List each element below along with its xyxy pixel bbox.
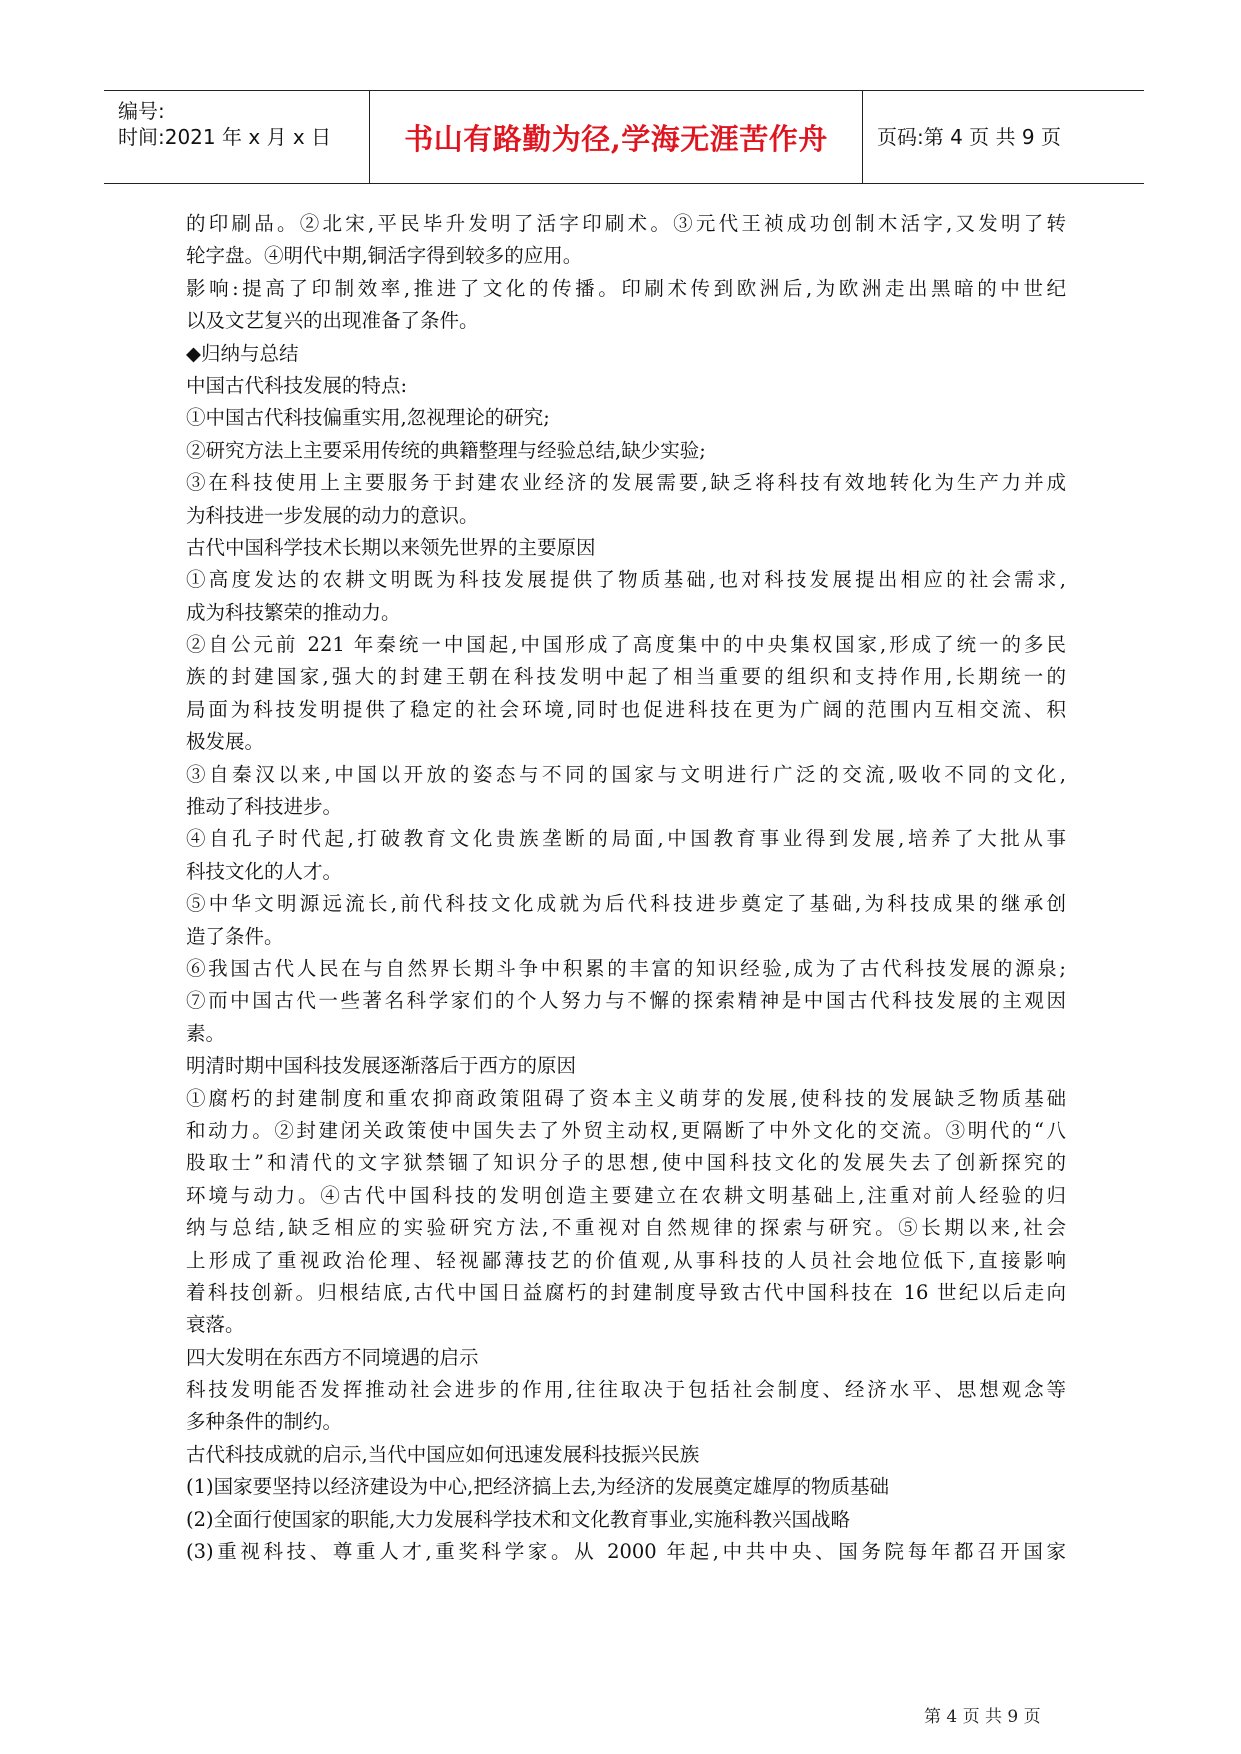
body-text-line: ②自公元前 221 年秦统一中国起,中国形成了高度集中的中央集权国家,形成了统一的多民 bbox=[186, 633, 1066, 657]
body-text-line: 素。 bbox=[186, 1021, 226, 1045]
body-text-line: 的印刷品。②北宋,平民毕升发明了活字印刷术。③元代王祯成功创制木活字,又发明了转 bbox=[186, 212, 1066, 235]
body-text-line: 四大发明在东西方不同境遇的启示 bbox=[186, 1345, 479, 1369]
body-text-line: (1)国家要坚持以经济建设为中心,把经济搞上去,为经济的发展奠定雄厚的物质基础 bbox=[186, 1475, 890, 1499]
body-text-line: 股取士”和清代的文字狱禁锢了知识分子的思想,使中国科技文化的发展失去了创新探究的 bbox=[186, 1151, 1066, 1175]
body-text-line: (2)全面行使国家的职能,大力发展科学技术和文化教育事业,实施科教兴国战略 bbox=[186, 1507, 851, 1531]
body-text-line: ⑤中华文明源远流长,前代科技文化成就为后代科技进步奠定了基础,为科技成果的继承创 bbox=[186, 892, 1066, 916]
header-page-number: 页码:第 4 页 共 9 页 bbox=[877, 125, 1061, 149]
body-text-line: 明清时期中国科技发展逐渐落后于西方的原因 bbox=[186, 1054, 577, 1078]
header-left-cell bbox=[104, 91, 370, 183]
body-text-line: 和动力。②封建闭关政策使中国失去了外贸主动权,更隔断了中外文化的交流。③明代的“八 bbox=[186, 1118, 1066, 1142]
body-text-line: (3)重视科技、尊重人才,重奖科学家。从 2000 年起,中共中央、国务院每年都召开国家 bbox=[186, 1540, 1066, 1564]
body-text-line: 科技发明能否发挥推动社会进步的作用,往往取决于包括社会制度、经济水平、思想观念等 bbox=[186, 1378, 1066, 1402]
header-motto: 书山有路勤为径,学海无涯苦作舟 bbox=[404, 122, 828, 156]
page-header bbox=[104, 90, 1144, 184]
body-text-line: 着科技创新。归根结底,古代中国日益腐朽的封建制度导致古代中国科技在 16 世纪以后走向 bbox=[186, 1280, 1066, 1304]
header-right-cell bbox=[863, 91, 1144, 183]
body-text-line: 纳与总结,缺乏相应的实验研究方法,不重视对自然规律的探索与研究。⑤长期以来,社会 bbox=[186, 1216, 1066, 1240]
body-text-line: ④自孔子时代起,打破教育文化贵族垄断的局面,中国教育事业得到发展,培养了大批从事 bbox=[186, 827, 1066, 851]
body-text-line: ①中国古代科技偏重实用,忽视理论的研究; bbox=[186, 406, 550, 430]
body-text-line: ◆归纳与总结 bbox=[186, 341, 299, 365]
body-text-line: 为科技进一步发展的动力的意识。 bbox=[186, 503, 479, 527]
body-text-line: 轮字盘。④明代中期,铜活字得到较多的应用。 bbox=[186, 244, 583, 268]
body-text-line: 极发展。 bbox=[186, 730, 265, 754]
body-text-line: ②研究方法上主要采用传统的典籍整理与经验总结,缺少实验; bbox=[186, 438, 706, 462]
body-text-line: 古代科技成就的启示,当代中国应如何迅速发展科技振兴民族 bbox=[186, 1442, 700, 1466]
document-time-label: 时间:2021 年 x 月 x 日 bbox=[118, 125, 332, 149]
body-text-line: 古代中国科学技术长期以来领先世界的主要原因 bbox=[186, 535, 596, 559]
document-body bbox=[186, 208, 1066, 1568]
body-text-line: 中国古代科技发展的特点: bbox=[186, 373, 408, 397]
body-text-line: ⑥我国古代人民在与自然界长期斗争中积累的丰富的知识经验,成为了古代科技发展的源泉; bbox=[186, 956, 1066, 980]
header-middle-cell bbox=[370, 91, 863, 183]
body-text-line: 造了条件。 bbox=[186, 924, 284, 948]
body-text-line: 上形成了重视政治伦理、轻视鄙薄技艺的价值观,从事科技的人员社会地位低下,直接影响 bbox=[186, 1248, 1066, 1272]
body-text-line: ①高度发达的农耕文明既为科技发展提供了物质基础,也对科技发展提出相应的社会需求, bbox=[186, 568, 1066, 592]
body-text-line: 推动了科技进步。 bbox=[186, 795, 343, 819]
body-text-line: 局面为科技发明提供了稳定的社会环境,同时也促进科技在更为广阔的范围内互相交流、积 bbox=[186, 697, 1066, 721]
body-text-line: 成为科技繁荣的推动力。 bbox=[186, 600, 401, 624]
body-text-line: 衰落。 bbox=[186, 1313, 245, 1337]
body-text-line: ①腐朽的封建制度和重农抑商政策阻碍了资本主义萌芽的发展,使科技的发展缺乏物质基础 bbox=[186, 1086, 1066, 1110]
body-text-line: 环境与动力。④古代中国科技的发明创造主要建立在农耕文明基础上,注重对前人经验的归 bbox=[186, 1183, 1066, 1207]
body-text-line: 族的封建国家,强大的封建王朝在科技发明中起了相当重要的组织和支持作用,长期统一的 bbox=[186, 665, 1066, 689]
body-text-line: 科技文化的人才。 bbox=[186, 859, 343, 883]
body-text-line: 以及文艺复兴的出现准备了条件。 bbox=[186, 309, 479, 333]
page-footer-number: 第 4 页 共 9 页 bbox=[924, 1707, 1041, 1727]
document-number-label: 编号: bbox=[118, 99, 165, 123]
body-text-line: ③自秦汉以来,中国以开放的姿态与不同的国家与文明进行广泛的交流,吸收不同的文化, bbox=[186, 762, 1066, 786]
body-text-line: 多种条件的制约。 bbox=[186, 1410, 343, 1434]
body-text-line: ⑦而中国古代一些著名科学家们的个人努力与不懈的探索精神是中国古代科技发展的主观因 bbox=[186, 989, 1066, 1013]
body-text-line: 影响:提高了印制效率,推进了文化的传播。印刷术传到欧洲后,为欧洲走出黑暗的中世纪 bbox=[186, 276, 1066, 300]
body-text-line: ③在科技使用上主要服务于封建农业经济的发展需要,缺乏将科技有效地转化为生产力并成 bbox=[186, 471, 1066, 495]
